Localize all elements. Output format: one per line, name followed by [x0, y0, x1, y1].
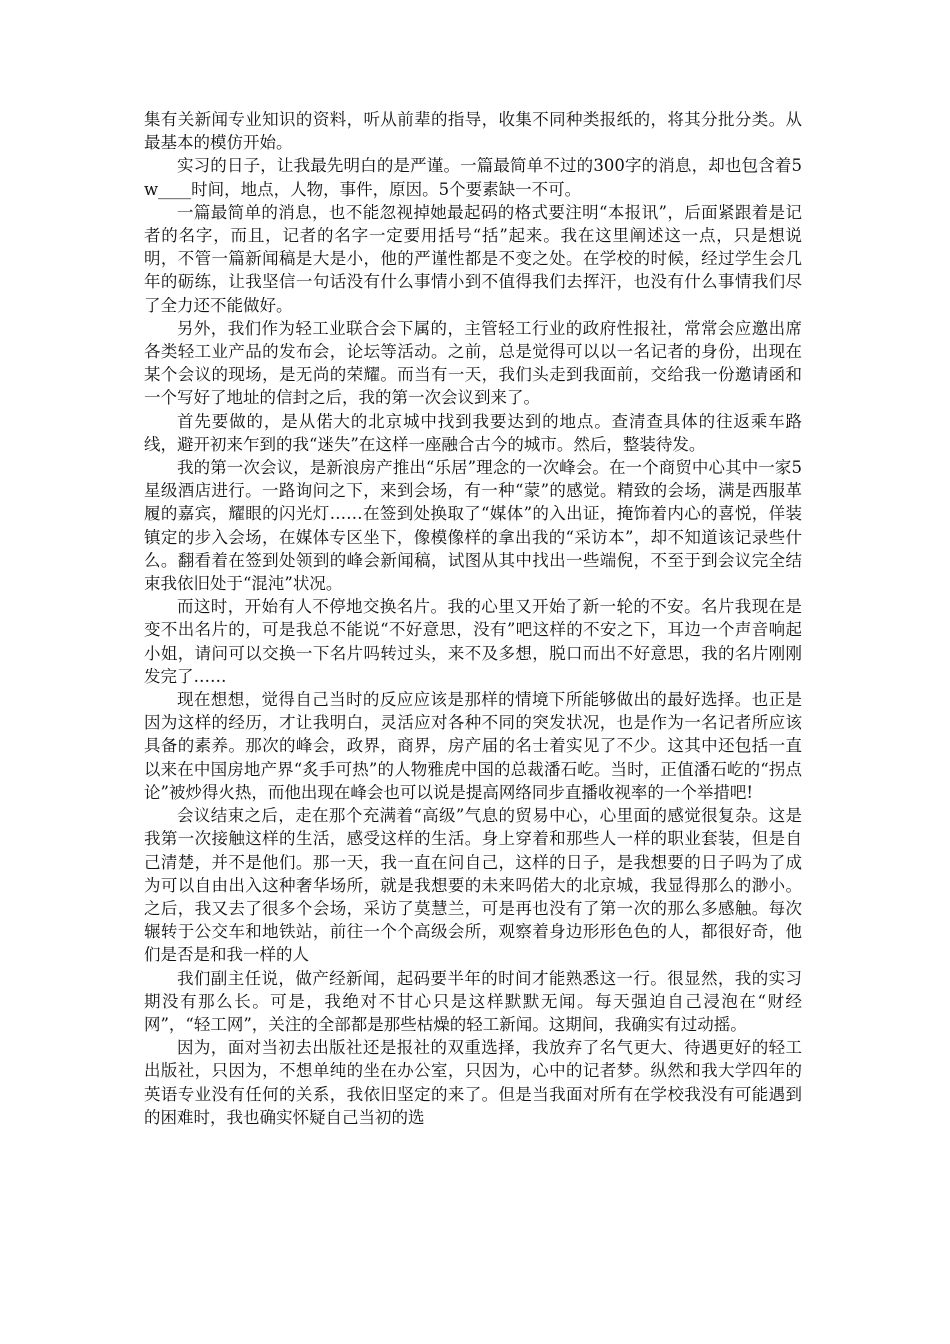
paragraph-4: 另外，我们作为轻工业联合会下属的，主管轻工行业的政府性报社，常常会应邀出席各类轻工业产品的发布会，论坛等活动。之前，总是觉得可以以一名记者的身份，出现在某个会议的现场，是无尚的荣耀。而当有一天，我们头走到我面前，交给我一份邀请函和一个写好了地址的信封之后，我的第一次会议到来了。	[144, 318, 802, 408]
paragraph-1: 集有关新闻专业知识的资料，听从前辈的指导，收集不同种类报纸的，将其分批分类。从最基本的模仿开始。	[144, 110, 802, 153]
paragraph-11: 因为，面对当初去出版社还是报社的双重选择，我放弃了名气更大、待遇更好的轻工出版社，只因为，不想单纯的坐在办公室，只因为，心中的记者梦。纵然和我大学四年的英语专业没有任何的关系，我依旧坚定的来了。但是当我面对所有在学校我没有可能遇到的困难时，我也确实怀疑自己当初的选	[144, 1038, 802, 1127]
paragraph-8: 现在想想，觉得自己当时的反应应该是那样的情境下所能够做出的最好选择。也正是因为这样的经历，才让我明白，灵活应对各种不同的突发状况，也是作为一名记者所应该具备的素养。那次的峰会，政界，商界，房产届的名士着实见了不少。这其中还包括一直以来在中国房地产界“炙手可热”的人物雅虎中国的总裁潘石屹。当时，正值潘石屹的“拐点论”被炒得火热，而他出现在峰会也可以说是提高网络同步直播收视率的一个举措吧!	[144, 690, 802, 802]
document-body	[144, 108, 802, 1129]
paragraph-6: 我的第一次会议，是新浪房产推出“乐居”理念的一次峰会。在一个商贸中心其中一家5星级酒店进行。一路询问之下，来到会场，有一种“蒙”的感觉。精致的会场，满是西服革履的嘉宾，耀眼的闪光灯……在签到处换取了“媒体”的入出证，掩饰着内心的喜悦，佯装镇定的步入会场，在媒体专区坐下，像模像样的拿出我的“采访本”，却不知道该记录些什么。翻看着在签到处领到的峰会新闻稿，试图从其中找出一些端倪，不至于到会议完全结束我依旧处于“混沌”状况。	[144, 458, 802, 594]
paragraph-7: 而这时，开始有人不停地交换名片。我的心里又开始了新一轮的不安。名片我现在是变不出名片的，可是我总不能说“不好意思，没有”吧这样的不安之下，耳边一个声音响起小姐，请问可以交换一下名片吗转过头，来不及多想，脱口而出不好意思，我的名片刚刚发完了……	[144, 597, 802, 686]
paragraph-10: 我们副主任说，做产经新闻，起码要半年的时间才能熟悉这一行。很显然，我的实习期没有那么长。可是，我绝对不甘心只是这样默默无闻。每天强迫自己浸泡在“财经网”，“轻工网”，关注的全部都是那些枯燥的轻工新闻。这期间，我确实有过动摇。	[144, 968, 802, 1034]
paragraph-2: 实习的日子，让我最先明白的是严谨。一篇最简单不过的300字的消息，却也包含着5w____时间，地点，人物，事件，原因。5个要素缺一不可。	[144, 156, 802, 199]
paragraph-5: 首先要做的，是从偌大的北京城中找到我要达到的地点。查清查具体的往返乘车路线，避开初来乍到的我“迷失”在这样一座融合古今的城市。然后，整装待发。	[144, 411, 802, 454]
paragraph-3: 一篇最简单的消息，也不能忽视掉她最起码的格式要注明“本报讯”，后面紧跟着是记者的名字，而且，记者的名字一定要用括号“括”起来。我在这里阐述这一点，只是想说明，不管一篇新闻稿是大是小，他的严谨性都是不变之处。在学校的时候，经过学生会几年的砺练，让我坚信一句话没有什么事情小到不值得我们去挥汗，也没有什么事情我们尽了全力还不能做好。	[144, 202, 802, 315]
paragraph-9: 会议结束之后，走在那个充满着“高级”气息的贸易中心，心里面的感觉很复杂。这是我第一次接触这样的生活，感受这样的生活。身上穿着和那些人一样的职业套装，但是自己清楚，并不是他们。那一天，我一直在问自己，这样的日子，是我想要的日子吗为了成为可以自由出入这种奢华场所，就是我想要的未来吗偌大的北京城，我显得那么的渺小。之后，我又去了很多个会场，采访了莫慧兰，可是再也没有了第一次的那么多感触。每次辗转于公交车和地铁站，前往一个个高级会所，观察着身边形形色色的人，都很好奇，他们是否是和我一样的人	[144, 806, 802, 965]
